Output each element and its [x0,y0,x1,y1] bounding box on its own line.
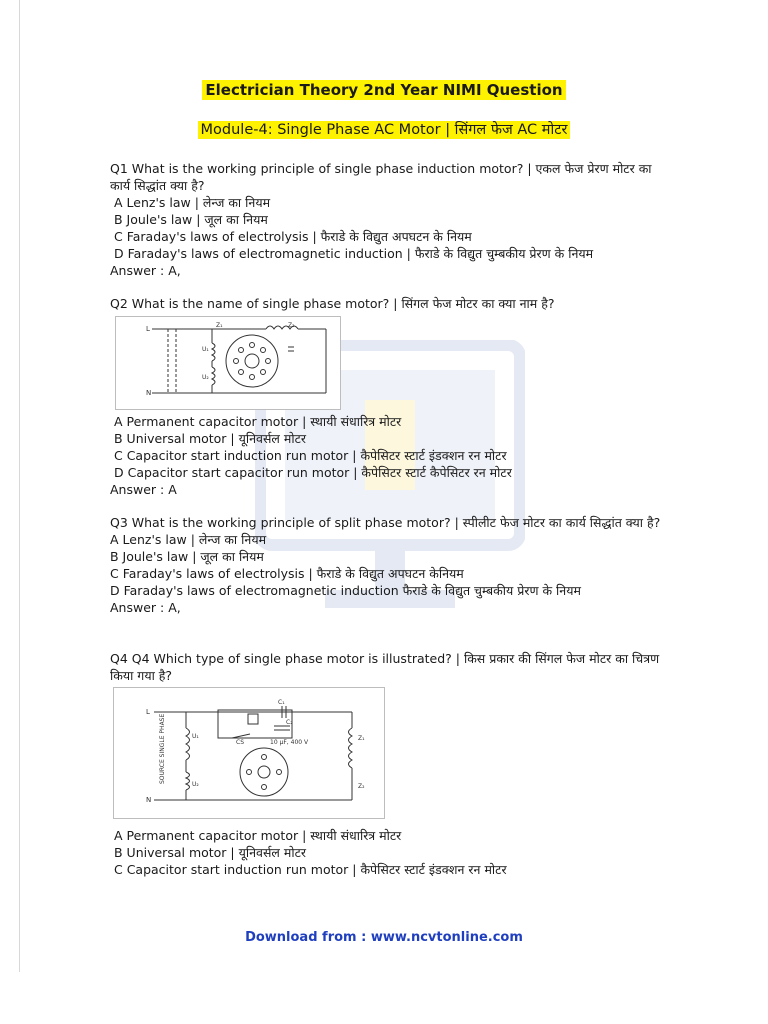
option-c: C Capacitor start induction run motor | कैपेसिटर स्टार्ट इंडक्शन रन मोटर [114,862,507,877]
option-b: B Universal motor | यूनिवर्सल मोटर [114,845,307,860]
document-title: Electrician Theory 2nd Year NIMI Question [0,82,768,99]
svg-text:Z₂: Z₂ [288,322,295,329]
question-4-options [110,827,670,878]
question-4 [110,650,670,684]
question-text: Q1 What is the working principle of single phase induction motor? | एकल फेज प्रेरण मोटर का कार्य सिद्धांत क्या है? [110,161,652,193]
option-d: D Faraday's laws of electromagnetic induction | फैराडे के विद्युत चुम्बकीय प्रेरण के नियम [114,246,594,261]
svg-text:U₂: U₂ [202,374,209,381]
question-text: Q4 Q4 Which type of single phase motor is illustrated? | किस प्रकार की सिंगल फेज मोटर का चित्रण किया गया है? [110,651,660,683]
question-1 [110,160,670,279]
download-link[interactable]: Download from : www.ncvtonline.com [245,930,523,945]
svg-text:10 μF, 400 V: 10 μF, 400 V [270,739,309,746]
option-d: D Capacitor start capacitor run motor | कैपेसिटर स्टार्ट कैपेसिटर रन मोटर [114,465,512,480]
option-c: C Capacitor start induction run motor | कैपेसिटर स्टार्ट इंडक्शन रन मोटर [114,448,507,463]
svg-text:CS: CS [236,739,244,746]
svg-text:C₂: C₂ [286,719,293,726]
question-2-options [110,413,670,498]
svg-text:U₂: U₂ [192,781,199,788]
svg-text:SOURCE SINGLE PHASE: SOURCE SINGLE PHASE [159,713,166,784]
svg-text:C₁: C₁ [278,699,285,706]
svg-text:N: N [146,389,152,397]
svg-text:L: L [146,325,150,333]
figure-q4-motor-circuit [113,687,385,819]
answer: Answer : A [110,482,177,497]
answer: Answer : A, [110,600,181,615]
option-c: C Faraday's laws of electrolysis | फैराडे के विद्युत अपघटन के नियम [114,229,472,244]
option-c: C Faraday's laws of electrolysis | फैराडे के विद्युत अपघटन केनियम [110,566,464,581]
option-b: B Joule's law | जूल का नियम [114,212,268,227]
svg-text:U₁: U₁ [192,733,199,740]
question-text: Q2 What is the name of single phase motor? | सिंगल फेज मोटर का क्या नाम है? [110,296,555,311]
question-2 [110,295,670,312]
option-a: A Permanent capacitor motor | स्थायी संधारित्र मोटर [114,828,402,843]
option-a: A Lenz's law | लेन्ज का नियम [110,532,267,547]
figure-q2-motor-circuit [115,316,341,410]
svg-text:Z₂: Z₂ [358,783,365,790]
option-d: D Faraday's laws of electromagnetic induction फैराडे के विद्युत चुम्बकीय प्रेरण के नियम [110,583,581,598]
svg-text:Z₁: Z₁ [358,735,365,742]
option-a: A Lenz's law | लेन्ज का नियम [114,195,271,210]
question-text: Q3 What is the working principle of split phase motor? | स्पीलीट फेज मोटर का कार्य सिद्धांत क्या है? [110,515,661,530]
option-b: B Universal motor | यूनिवर्सल मोटर [114,431,307,446]
page-left-rule [19,0,20,972]
module-subtitle: Module-4: Single Phase AC Motor | सिंगल फेज AC मोटर [0,121,768,139]
svg-text:N: N [146,796,152,804]
svg-text:U₁: U₁ [202,346,209,353]
question-3 [110,514,670,616]
svg-text:Z₁: Z₁ [216,322,223,329]
option-b: B Joule's law | जूल का नियम [110,549,264,564]
answer: Answer : A, [110,263,181,278]
svg-text:L: L [146,708,150,716]
option-a: A Permanent capacitor motor | स्थायी संधारित्र मोटर [114,414,402,429]
